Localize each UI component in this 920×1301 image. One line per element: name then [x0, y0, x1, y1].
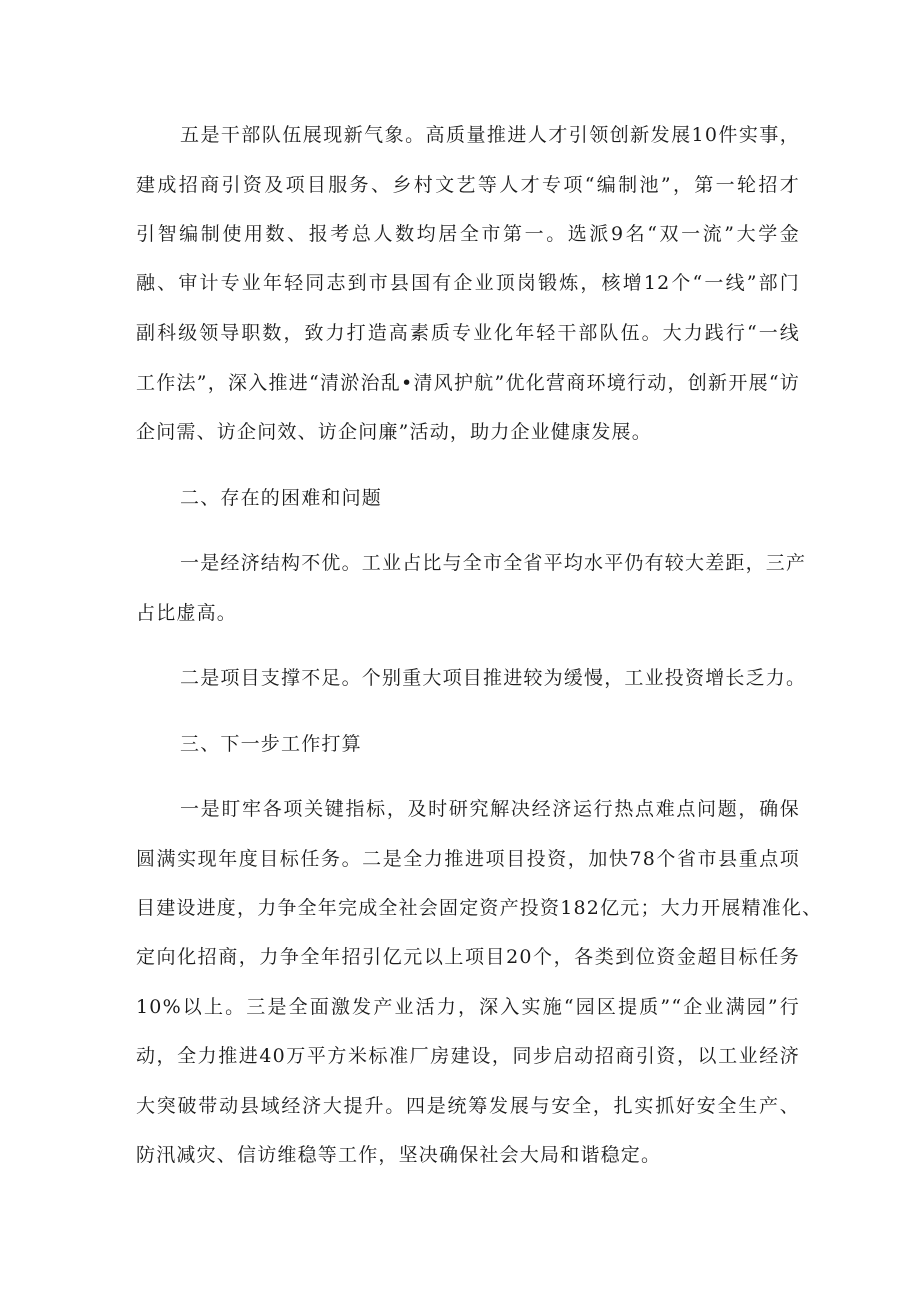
text-line: 融、审计专业年轻同志到市县国有企业顶岗锻炼，核增12个“一线”部门: [136, 272, 800, 294]
text-line: 一是经济结构不优。工业占比与全市全省平均水平仍有较大差距，三产: [180, 552, 807, 574]
text-line: 一是盯牢各项关键指标，及时研究解决经济运行热点难点问题，确保: [180, 798, 800, 820]
text-line: 定向化招商，力争全年招引亿元以上项目20个，各类到位资金超目标任务: [136, 946, 800, 968]
text-line: 建成招商引资及项目服务、乡村文艺等人才专项“编制池”，第一轮招才: [136, 174, 800, 196]
text-line: 引智编制使用数、报考总人数均居全市第一。选派9名“双一流”大学金: [136, 223, 800, 245]
text-line: 动，全力推进40万平方米标准厂房建设，同步启动招商引资，以工业经济: [136, 1045, 800, 1067]
text-line: 企问需、访企问效、访企问廉”活动，助力企业健康发展。: [136, 421, 652, 443]
text-line: 二是项目支撑不足。个别重大项目推进较为缓慢，工业投资增长乏力。: [180, 667, 807, 689]
text-line: 10%以上。三是全面激发产业活力，深入实施“园区提质”“企业满园”行: [136, 996, 800, 1018]
text-line: 大突破带动县域经济大提升。四是统筹发展与安全，扎实抓好安全生产、: [136, 1095, 800, 1117]
text-line: 防汛减灾、信访维稳等工作，坚决确保社会大局和谐稳定。: [136, 1144, 662, 1166]
text-line: 圆满实现年度目标任务。二是全力推进项目投资，加快78个省市县重点项: [136, 848, 800, 870]
text-line: 工作法”，深入推进“清淤治乱•清风护航”优化营商环境行动，创新开展“访: [136, 372, 800, 394]
text-line: 副科级领导职数，致力打造高素质专业化年轻干部队伍。大力践行“一线: [136, 322, 800, 344]
text-line: 五是干部队伍展现新气象。高质量推进人才引领创新发展10件实事，: [180, 124, 800, 146]
text-line: 目建设进度，力争全年完成全社会固定资产投资182亿元；大力开展精准化、: [136, 897, 823, 919]
heading-line: 三、下一步工作打算: [180, 733, 362, 755]
text-line: 占比虚高。: [136, 602, 238, 624]
heading-line: 二、存在的困难和问题: [180, 487, 383, 509]
